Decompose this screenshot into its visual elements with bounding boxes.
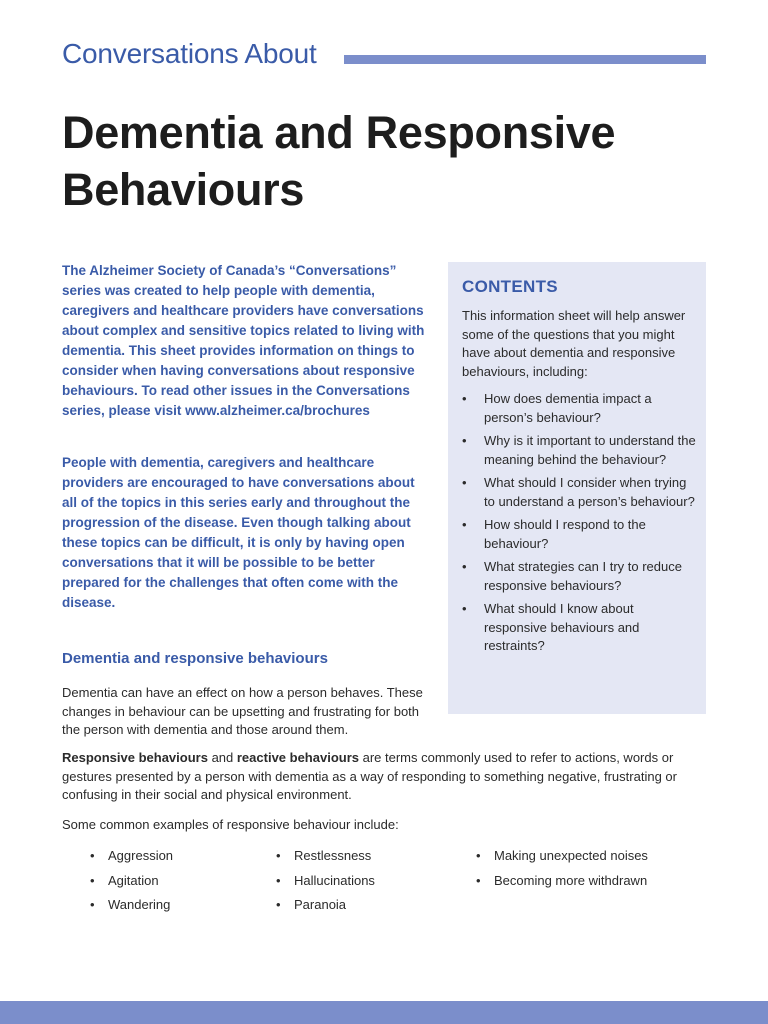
contents-item-text: What should I know about responsive behaviours and restraints? (484, 601, 640, 653)
bullet-icon: • (276, 872, 281, 888)
example-text: Paranoia (294, 897, 347, 912)
footer-band (0, 1001, 768, 1024)
contents-item (462, 516, 698, 553)
contents-item-text: Why is it important to understand the meaning behind the behaviour? (484, 433, 696, 467)
series-title: Conversations About (62, 38, 317, 69)
term-reactive-behaviours: reactive behaviours (236, 750, 359, 765)
bullet-icon: • (476, 848, 481, 863)
bullet-icon: • (276, 848, 281, 863)
example-item (276, 847, 375, 872)
bullet-icon: • (462, 601, 467, 616)
contents-item-text: How does dementia impact a person’s behaviour? (484, 391, 652, 425)
bullet-icon: • (462, 433, 467, 448)
example-text: Agitation (108, 872, 159, 888)
contents-item-text: How should I respond to the behaviour? (484, 517, 646, 551)
section-paragraph-2-text: are terms commonly used to refer to actions, words or gestures presented by a person with dementia as a way of responding to something negative, frustrating or confusing in their social and physical environment. (62, 750, 677, 802)
example-item (476, 847, 648, 872)
bullet-icon: • (476, 872, 481, 888)
contents-box (448, 262, 706, 714)
bullet-icon: • (462, 517, 467, 532)
examples-list-column-3 (476, 847, 648, 896)
example-text: Restlessness (294, 848, 372, 863)
contents-item (462, 474, 698, 511)
examples-list-column-1 (90, 847, 173, 921)
contents-item-text: What strategies can I try to reduce responsive behaviours? (484, 559, 682, 593)
contents-item (462, 558, 698, 595)
example-item (90, 872, 173, 897)
page-title: Dementia and Responsive Behaviours (62, 107, 616, 215)
example-text: Hallucinations (294, 872, 375, 888)
example-text: Wandering (108, 897, 171, 912)
term-responsive-behaviours: Responsive behaviours (62, 750, 208, 765)
bullet-icon: • (462, 391, 467, 406)
bullet-icon: • (90, 872, 95, 888)
contents-list (462, 390, 698, 661)
example-item (276, 896, 375, 921)
example-item (276, 872, 375, 897)
bullet-icon: • (90, 897, 95, 912)
example-text: Aggression (108, 848, 174, 863)
intro-paragraph-2: People with dementia, caregivers and healthcare providers are encouraged to have conversations about all of the topics in this series early and throughout the progression of the disease. Even though talking about these topics can be difficult, it is only by having open conversations that it will be possible to be better prepared for the challenges that often come with the disease. (62, 455, 415, 610)
contents-intro: This information sheet will help answer some of the questions that you might have about dementia and responsive behaviours, including: (462, 308, 686, 379)
contents-item (462, 432, 698, 469)
example-item (90, 847, 173, 872)
bullet-icon: • (276, 897, 281, 912)
example-text: Making unexpected noises (494, 848, 648, 863)
bullet-icon: • (462, 475, 467, 490)
examples-intro: Some common examples of responsive behaviour include: (62, 817, 399, 832)
contents-title: CONTENTS (462, 277, 558, 296)
contents-item (462, 600, 698, 656)
header-rule (344, 55, 706, 64)
term-connector: and (207, 750, 237, 765)
example-item (90, 896, 173, 921)
bullet-icon: • (462, 559, 467, 574)
bullet-icon: • (90, 848, 95, 863)
contents-item (462, 390, 698, 427)
series-header (62, 38, 706, 78)
example-text: Becoming more withdrawn (494, 872, 648, 888)
section-paragraph-1: Dementia can have an effect on how a person behaves. These changes in behaviour can be upsetting and frustrating for both the person with dementia and those around them. (62, 685, 423, 737)
section-heading: Dementia and responsive behaviours (62, 650, 328, 667)
examples-list-column-2 (276, 847, 375, 921)
intro-paragraph-1: The Alzheimer Society of Canada’s “Conversations” series was created to help people with dementia, caregivers and healthcare providers have conversations about complex and sensitive topics related to living with dementia. This sheet provides information on things to consider when having conversations about responsive behaviours. To read other issues in the Conversations series, please visit www.alzheimer.ca/brochures (62, 263, 425, 418)
contents-item-text: What should I consider when trying to understand a person’s behaviour? (484, 475, 695, 509)
example-item (476, 872, 648, 897)
section-paragraph-2 (62, 749, 702, 805)
